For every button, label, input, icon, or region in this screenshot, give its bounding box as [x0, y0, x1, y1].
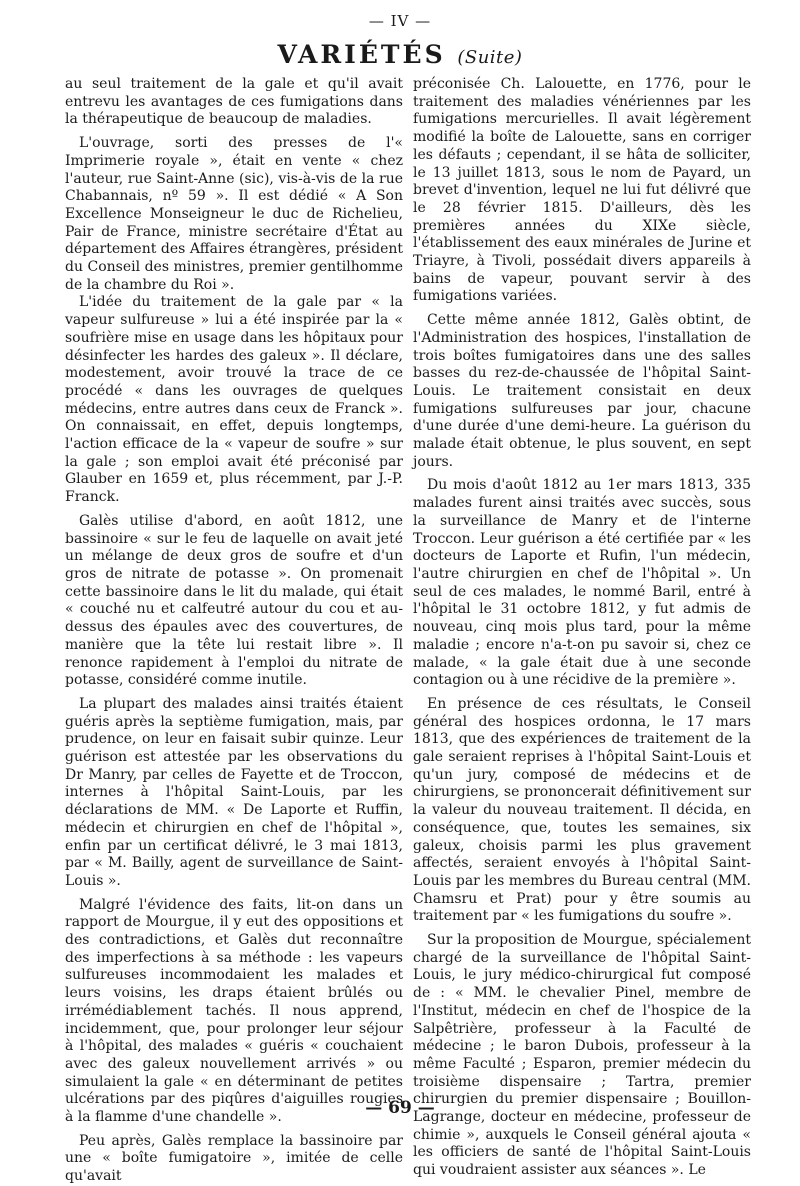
page-number: — 69 — — [365, 1098, 435, 1118]
paragraph: Malgré l'évidence des faits, lit-on dans un rapport de Mourgue, il y eut des oppositions et des contradictions, et Galès dut reconnaître des imperfections à sa méthode : les vapeurs sulfureuses incommodaient les malades et leurs voisins, les draps étaient brûlés ou irrémédiablement tachés. Il nous apprend, incidemment, que, pour prolonger leur séjour à l'hôpital, des malades « guéris « couchaient avec des galeux nouvellement arrivés » ou simulaient la gale « en déterminant de petites ulcérations par des piqûres d'aiguilles rougies à la flamme d'une chandelle ». — [65, 896, 403, 1126]
page-title — [0, 40, 800, 69]
paragraph: Du mois d'août 1812 au 1er mars 1813, 335 malades furent ainsi traités avec succès, sous la surveillance de Manry et de l'interne Troccon. Leur guérison a été certifiée par « les docteurs de Laporte et Rufin, l'un médecin, l'autre chirurgien en chef de l'hôpital ». Un seul de ces malades, le nommé Baril, entré à l'hôpital le 31 octobre 1812, y fut admis de nouveau, cinq mois plus tard, pour la même maladie ; encore n'a-t-on pu savoir si, chez ce malade, « la gale était due à une seconde contagion ou à une récidive de la première ». — [413, 477, 751, 689]
right-column — [413, 76, 751, 1180]
paragraph: L'idée du traitement de la gale par « la vapeur sulfureuse » lui a été inspirée par la « soufrière mise en usage dans les hôpitaux pour désinfecter les hardes des galeux ». Il déclare, modestement, avoir trouvé la trace de ce procédé « dans les ouvrages de quelques médecins, entre autres dans ceux de Franck ». On connaissait, en effet, depuis longtemps, l'action efficace de la « vapeur de soufre » sur la gale ; son emploi avait été préconisé par Glauber en 1659 et, plus récemment, par J.-P. Franck. — [65, 294, 403, 506]
paragraph: La plupart des malades ainsi traités étaient guéris après la septième fumigation, mais, par prudence, on leur en faisait subir quinze. Leur guérison est attestée par les observations du Dr Manry, par celles de Fayette et de Troccon, internes à l'hôpital Saint-Louis, par les déclarations de MM. « De Laporte et Ruffin, médecin et chirurgien en chef de l'hôpital », enfin par un certificat délivré, le 3 mai 1813, par « M. Bailly, agent de surveillance de Saint-Louis ». — [65, 695, 403, 889]
paragraph: Galès utilise d'abord, en août 1812, une bassinoire « sur le feu de laquelle on avait jeté un mélange de deux gros de soufre et d'un gros de nitrate de potasse ». On promenait cette bassinoire dans le lit du malade, qui était « couché nu et calfeutré autour du cou et au-dessus des épaules avec des couvertures, de manière que la tête lui restait libre ». Il renonce rapidement à l'emploi du nitrate de potasse, considéré comme inutile. — [65, 512, 403, 689]
paragraph: L'ouvrage, sorti des presses de l'« Imprimerie royale », était en vente « chez l'auteur, rue Saint-Anne (sic), vis-à-vis de la rue Chabannais, nº 59 ». Il est dédié « A Son Excellence Monseigneur le duc de Richelieu, Pair de France, ministre secrétaire d'État au département des Affaires étrangères, président du Conseil des ministres, premier gentilhomme de la chambre du Roi ». — [65, 135, 403, 293]
paragraph: Cette même année 1812, Galès obtint, de l'Administration des hospices, l'installation de trois boîtes fumigatoires dans une des salles basses du rez-de-chaussée de l'hôpital Saint-Louis. Le traitement consistait en deux fumigations sulfureuses par jour, chacune d'une durée d'une demi-heure. La guérison du malade était obtenue, le plus souvent, en sept jours. — [413, 312, 751, 470]
title-text: VARIÉTÉS — [277, 40, 446, 69]
paragraph: Peu après, Galès remplace la bassinoire par une « boîte fumigatoire », imitée de celle qu'avait — [65, 1132, 403, 1185]
section-folio: — IV — — [368, 12, 432, 30]
paragraph: au seul traitement de la gale et qu'il avait entrevu les avantages de ces fumigations dans la thérapeutique de beaucoup de maladies. — [65, 76, 403, 128]
paragraph: Sur la proposition de Mourgue, spécialement chargé de la surveillance de l'hôpital Saint-Louis, le jury médico-chirurgical fut composé de : « MM. le chevalier Pinel, membre de l'Institut, médecin en chef de l'hospice de la Salpêtrière, professeur à la Faculté de médecine ; le baron Dubois, professeur à la même Faculté ; Esparon, premier médecin du troisième dispensaire ; Tartra, premier chirurgien du premier dispensaire ; Bouillon-Lagrange, docteur en médecine, professeur de chimie », auxquels le Conseil général ajouta « les officiers de santé de l'hôpital Saint-Louis qui voudraient assister aux séances ». Le — [413, 932, 751, 1179]
paragraph: En présence de ces résultats, le Conseil général des hospices ordonna, le 17 mars 1813, que des expériences de traitement de la gale seraient reprises à l'hôpital Saint-Louis et qu'un jury, composé de médecins et de chirurgiens, se prononcerait définitivement sur la valeur du nouveau traitement. Il décida, en conséquence, que, toutes les semaines, six galeux, choisis parmi les plus gravement affectés, seraient envoyés à l'hôpital Saint-Louis par les membres du Bureau central (MM. Chamsru et Prat) pour y être soumis au traitement par « les fumigations du soufre ». — [413, 695, 751, 925]
paragraph: préconisée Ch. Lalouette, en 1776, pour le traitement des maladies vénériennes par les fumigations mercurielles. Il avait légèrement modifié la boîte de Lalouette, sans en corriger les défauts ; cependant, il se hâta de solliciter, le 13 juillet 1813, sous le nom de Payard, un brevet d'invention, lequel ne lui fut délivré que le 28 février 1815. D'ailleurs, dès les premières années du XIXe siècle, l'établissement des eaux minérales de Jurine et Triayre, à Tivoli, possédait divers appareils à bains de vapeur, pouvant servir à des fumigations variées. — [413, 76, 751, 305]
title-suffix: (Suite) — [457, 47, 523, 68]
left-column — [65, 76, 403, 1186]
